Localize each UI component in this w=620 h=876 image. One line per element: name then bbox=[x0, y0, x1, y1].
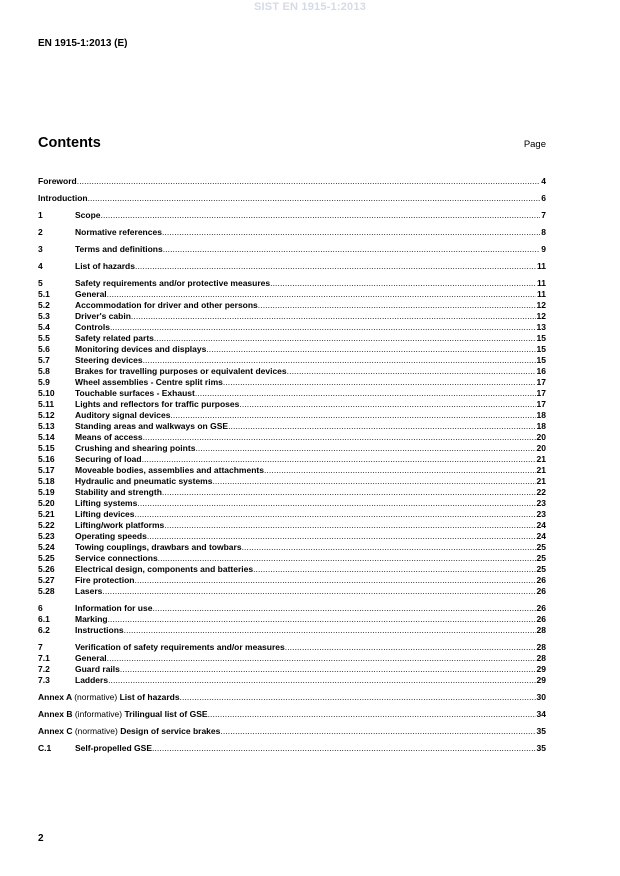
toc-entry-page: 26 bbox=[536, 603, 546, 613]
toc-entry-title: Marking bbox=[75, 614, 108, 624]
dot-leader bbox=[163, 244, 541, 255]
table-of-contents bbox=[38, 176, 546, 754]
annex-qualifier: (informative) bbox=[74, 709, 125, 719]
toc-entry[interactable] bbox=[38, 709, 546, 720]
toc-entry-title: Steering devices bbox=[75, 355, 143, 365]
toc-entry-page: 21 bbox=[536, 454, 546, 464]
dot-leader bbox=[206, 344, 535, 355]
toc-entry-number: 5.16 bbox=[38, 454, 55, 464]
toc-entry-page: 9 bbox=[541, 244, 546, 254]
toc-entry-title: Terms and definitions bbox=[75, 244, 163, 254]
dot-leader bbox=[120, 664, 536, 675]
toc-entry-title bbox=[38, 692, 180, 703]
toc-entry[interactable] bbox=[38, 443, 546, 454]
toc-entry-title: General bbox=[75, 289, 107, 299]
dot-leader bbox=[77, 176, 541, 187]
toc-entry[interactable] bbox=[38, 311, 546, 322]
toc-entry-page: 34 bbox=[536, 709, 546, 719]
toc-entry-title: Touchable surfaces - Exhaust bbox=[75, 388, 195, 398]
toc-entry-title: Hydraulic and pneumatic systems bbox=[75, 476, 213, 486]
dot-leader bbox=[270, 278, 536, 289]
toc-entry-title: Safety requirements and/or protective measures bbox=[75, 278, 271, 288]
toc-entry-number: 7.2 bbox=[38, 664, 50, 674]
toc-entry-number: 5.28 bbox=[38, 586, 55, 596]
toc-entry[interactable] bbox=[38, 333, 546, 344]
dot-leader bbox=[258, 300, 536, 311]
toc-entry-number: 5.18 bbox=[38, 476, 55, 486]
toc-entry[interactable] bbox=[38, 564, 546, 575]
dot-leader bbox=[180, 692, 536, 703]
toc-entry[interactable] bbox=[38, 726, 546, 737]
annex-qualifier: (normative) bbox=[74, 692, 120, 702]
toc-entry-title: Moveable bodies, assemblies and attachments bbox=[75, 465, 264, 475]
toc-entry-page: 15 bbox=[536, 333, 546, 343]
toc-entry-number: 1 bbox=[38, 210, 43, 220]
toc-entry-title: Wheel assemblies - Centre split rims bbox=[75, 377, 223, 387]
toc-entry[interactable] bbox=[38, 344, 546, 355]
page-column-label: Page bbox=[523, 139, 546, 150]
dot-leader bbox=[102, 586, 535, 597]
dot-leader bbox=[220, 726, 535, 737]
toc-entry-page: 6 bbox=[541, 193, 546, 203]
annex-title: Design of service brakes bbox=[120, 726, 221, 736]
toc-entry-page: 12 bbox=[536, 300, 546, 310]
toc-entry[interactable] bbox=[38, 642, 546, 653]
toc-entry-page: 17 bbox=[536, 399, 546, 409]
toc-entry-title: Ladders bbox=[75, 675, 109, 685]
toc-entry-page: 23 bbox=[536, 498, 546, 508]
toc-entry-title: Fire protection bbox=[75, 575, 135, 585]
dot-leader bbox=[135, 509, 536, 520]
toc-entry-page: 20 bbox=[536, 443, 546, 453]
toc-entry-number: 5.27 bbox=[38, 575, 55, 585]
dot-leader bbox=[285, 642, 536, 653]
toc-entry-number: 7.3 bbox=[38, 675, 50, 685]
dot-leader bbox=[170, 410, 535, 421]
dot-leader bbox=[195, 443, 535, 454]
dot-leader bbox=[164, 520, 535, 531]
toc-entry-page: 4 bbox=[541, 176, 546, 186]
toc-entry-title: Lights and reflectors for traffic purposes bbox=[75, 399, 240, 409]
toc-entry-title: Crushing and shearing points bbox=[75, 443, 196, 453]
toc-entry-number: 5.21 bbox=[38, 509, 55, 519]
toc-entry-page: 21 bbox=[536, 476, 546, 486]
dot-leader bbox=[242, 542, 536, 553]
toc-entry-page: 25 bbox=[536, 564, 546, 574]
dot-leader bbox=[195, 388, 536, 399]
dot-leader bbox=[137, 498, 535, 509]
toc-entry[interactable] bbox=[38, 692, 546, 703]
toc-entry-number: 5.4 bbox=[38, 322, 50, 332]
toc-entry[interactable] bbox=[38, 675, 546, 686]
toc-entry[interactable] bbox=[38, 244, 546, 255]
toc-entry-number: 7 bbox=[38, 642, 43, 652]
toc-entry[interactable] bbox=[38, 366, 546, 377]
toc-entry-title: Operating speeds bbox=[75, 531, 147, 541]
annex-qualifier: (normative) bbox=[74, 726, 121, 736]
toc-entry-number: 5.23 bbox=[38, 531, 55, 541]
toc-entry-page: 17 bbox=[536, 377, 546, 387]
toc-entry-number: 2 bbox=[38, 227, 43, 237]
dot-leader bbox=[287, 366, 536, 377]
toc-entry-title: Information for use bbox=[75, 603, 153, 613]
toc-entry[interactable] bbox=[38, 743, 546, 754]
toc-entry-page: 16 bbox=[536, 366, 546, 376]
toc-entry-page: 26 bbox=[536, 586, 546, 596]
toc-entry-number: 5.5 bbox=[38, 333, 50, 343]
dot-leader bbox=[228, 421, 535, 432]
toc-entry[interactable] bbox=[38, 465, 546, 476]
toc-entry[interactable] bbox=[38, 487, 546, 498]
toc-entry-page: 12 bbox=[536, 311, 546, 321]
dot-leader bbox=[264, 465, 536, 476]
dot-leader bbox=[154, 333, 536, 344]
toc-entry-title: Normative references bbox=[75, 227, 162, 237]
toc-entry[interactable] bbox=[38, 553, 546, 564]
toc-entry-number: 4 bbox=[38, 261, 43, 271]
toc-entry-number: 5.19 bbox=[38, 487, 55, 497]
toc-entry-title: Foreword bbox=[38, 176, 77, 186]
toc-entry-title: Lasers bbox=[75, 586, 103, 596]
toc-entry-page: 11 bbox=[537, 289, 546, 299]
toc-entry-title: Towing couplings, drawbars and towbars bbox=[75, 542, 242, 552]
toc-entry-title: Instructions bbox=[75, 625, 124, 635]
annex-label: Annex C bbox=[38, 726, 75, 736]
dot-leader bbox=[143, 432, 536, 443]
toc-entry-page: 13 bbox=[536, 322, 546, 332]
toc-entry-page: 35 bbox=[536, 743, 546, 753]
annex-label: Annex A bbox=[38, 692, 75, 702]
toc-entry[interactable] bbox=[38, 176, 546, 187]
toc-entry[interactable] bbox=[38, 509, 546, 520]
dot-leader bbox=[142, 454, 536, 465]
dot-leader bbox=[131, 311, 536, 322]
toc-entry-title: General bbox=[75, 653, 107, 663]
toc-entry-number: 5.2 bbox=[38, 300, 50, 310]
toc-entry-title: Service connections bbox=[75, 553, 158, 563]
toc-entry-page: 25 bbox=[536, 542, 546, 552]
toc-entry-number: 6 bbox=[38, 603, 43, 613]
toc-entry-page: 7 bbox=[541, 210, 546, 220]
toc-entry-title: Standing areas and walkways on GSE bbox=[75, 421, 229, 431]
toc-entry-number: 5.8 bbox=[38, 366, 50, 376]
dot-leader bbox=[223, 377, 536, 388]
toc-entry-number: 5.22 bbox=[38, 520, 55, 530]
toc-entry-page: 28 bbox=[536, 642, 546, 652]
dot-leader bbox=[162, 227, 540, 238]
toc-entry-title: List of hazards bbox=[75, 261, 135, 271]
toc-entry-number: 5.24 bbox=[38, 542, 55, 552]
dot-leader bbox=[135, 261, 536, 272]
toc-entry[interactable] bbox=[38, 278, 546, 289]
toc-entry-number: 5.7 bbox=[38, 355, 50, 365]
toc-entry-title: Brakes for travelling purposes or equivalent devices bbox=[75, 366, 287, 376]
dot-leader bbox=[147, 531, 536, 542]
toc-entry[interactable] bbox=[38, 625, 546, 636]
toc-entry-page: 26 bbox=[536, 575, 546, 585]
document-id: EN 1915-1:2013 (E) bbox=[38, 38, 128, 49]
toc-entry-title: Monitoring devices and displays bbox=[75, 344, 207, 354]
toc-entry-number: 5.15 bbox=[38, 443, 55, 453]
toc-entry-number: 5.9 bbox=[38, 377, 50, 387]
toc-entry[interactable] bbox=[38, 322, 546, 333]
toc-entry-page: 11 bbox=[537, 261, 546, 271]
toc-entry-page: 23 bbox=[536, 509, 546, 519]
dot-leader bbox=[239, 399, 535, 410]
dot-leader bbox=[135, 575, 536, 586]
toc-entry-page: 18 bbox=[536, 410, 546, 420]
toc-entry[interactable] bbox=[38, 603, 546, 614]
toc-entry-title bbox=[38, 709, 208, 720]
toc-entry[interactable] bbox=[38, 289, 546, 300]
toc-entry-number: 5.3 bbox=[38, 311, 50, 321]
toc-entry[interactable] bbox=[38, 586, 546, 597]
toc-entry-number: 5.6 bbox=[38, 344, 50, 354]
toc-entry-title: Means of access bbox=[75, 432, 143, 442]
toc-entry-number: 5.17 bbox=[38, 465, 55, 475]
toc-entry-title: Lifting devices bbox=[75, 509, 135, 519]
toc-entry[interactable] bbox=[38, 388, 546, 399]
dot-leader bbox=[110, 322, 536, 333]
toc-entry-number: 5.13 bbox=[38, 421, 55, 431]
dot-leader bbox=[108, 614, 536, 625]
toc-entry-page: 11 bbox=[537, 278, 546, 288]
annex-title: Trilingual list of GSE bbox=[124, 709, 208, 719]
toc-entry-page: 15 bbox=[536, 355, 546, 365]
toc-entry-page: 29 bbox=[536, 664, 546, 674]
toc-entry-title: Driver's cabin bbox=[75, 311, 131, 321]
contents-heading: Contents bbox=[38, 135, 101, 151]
watermark: SIST EN 1915-1:2013 bbox=[253, 1, 367, 13]
toc-entry-number: C.1 bbox=[38, 743, 52, 753]
toc-entry[interactable] bbox=[38, 653, 546, 664]
toc-entry-title: Self-propelled GSE bbox=[75, 743, 152, 753]
toc-entry[interactable] bbox=[38, 377, 546, 388]
toc-entry[interactable] bbox=[38, 476, 546, 487]
toc-entry-page: 25 bbox=[536, 553, 546, 563]
toc-entry[interactable] bbox=[38, 614, 546, 625]
dot-leader bbox=[107, 653, 536, 664]
toc-entry-page: 15 bbox=[536, 344, 546, 354]
toc-entry[interactable] bbox=[38, 421, 546, 432]
toc-entry-number: 3 bbox=[38, 244, 43, 254]
toc-entry-page: 26 bbox=[536, 614, 546, 624]
toc-entry[interactable] bbox=[38, 210, 546, 221]
toc-entry[interactable] bbox=[38, 300, 546, 311]
toc-entry-title: Lifting systems bbox=[75, 498, 138, 508]
dot-leader bbox=[101, 210, 541, 221]
toc-entry[interactable] bbox=[38, 575, 546, 586]
dot-leader bbox=[124, 625, 536, 636]
toc-entry[interactable] bbox=[38, 410, 546, 421]
toc-entry-number: 5.10 bbox=[38, 388, 55, 398]
toc-entry[interactable] bbox=[38, 432, 546, 443]
toc-entry-title: Accommodation for driver and other persons bbox=[75, 300, 258, 310]
dot-leader bbox=[212, 476, 535, 487]
toc-entry-page: 28 bbox=[536, 625, 546, 635]
toc-entry-title: Controls bbox=[75, 322, 110, 332]
toc-entry-number: 5 bbox=[38, 278, 43, 288]
annex-title: List of hazards bbox=[119, 692, 180, 702]
toc-entry-page: 18 bbox=[536, 421, 546, 431]
toc-entry-title: Lifting/work platforms bbox=[75, 520, 165, 530]
dot-leader bbox=[253, 564, 535, 575]
dot-leader bbox=[152, 743, 536, 754]
toc-entry-page: 24 bbox=[536, 531, 546, 541]
dot-leader bbox=[208, 709, 536, 720]
toc-entry-page: 30 bbox=[536, 692, 546, 702]
toc-entry-title: Introduction bbox=[38, 193, 88, 203]
dot-leader bbox=[108, 675, 535, 686]
toc-entry-number: 5.25 bbox=[38, 553, 55, 563]
toc-entry-number: 5.14 bbox=[38, 432, 55, 442]
toc-entry[interactable] bbox=[38, 227, 546, 238]
toc-entry-page: 22 bbox=[536, 487, 546, 497]
toc-entry-page: 24 bbox=[536, 520, 546, 530]
toc-entry-title: Stability and strength bbox=[75, 487, 162, 497]
toc-entry[interactable] bbox=[38, 399, 546, 410]
toc-entry-page: 29 bbox=[536, 675, 546, 685]
toc-entry[interactable] bbox=[38, 520, 546, 531]
toc-entry-number: 5.20 bbox=[38, 498, 55, 508]
toc-entry-title bbox=[38, 726, 220, 737]
toc-entry-title: Safety related parts bbox=[75, 333, 154, 343]
toc-entry-title: Securing of load bbox=[75, 454, 142, 464]
toc-entry-number: 5.12 bbox=[38, 410, 55, 420]
toc-entry[interactable] bbox=[38, 454, 546, 465]
toc-entry[interactable] bbox=[38, 664, 546, 675]
toc-entry-page: 28 bbox=[536, 653, 546, 663]
page-number: 2 bbox=[38, 833, 44, 844]
dot-leader bbox=[107, 289, 536, 300]
toc-entry-number: 5.1 bbox=[38, 289, 50, 299]
toc-entry[interactable] bbox=[38, 193, 546, 204]
toc-entry-page: 35 bbox=[536, 726, 546, 736]
dot-leader bbox=[88, 193, 541, 204]
toc-entry[interactable] bbox=[38, 542, 546, 553]
dot-leader bbox=[162, 487, 536, 498]
toc-entry-number: 5.11 bbox=[38, 399, 55, 409]
dot-leader bbox=[143, 355, 536, 366]
toc-entry-page: 17 bbox=[536, 388, 546, 398]
toc-entry-number: 6.2 bbox=[38, 625, 50, 635]
toc-entry[interactable] bbox=[38, 355, 546, 366]
toc-entry-page: 8 bbox=[541, 227, 546, 237]
dot-leader bbox=[158, 553, 536, 564]
annex-label: Annex B bbox=[38, 709, 75, 719]
toc-entry[interactable] bbox=[38, 531, 546, 542]
toc-entry-page: 20 bbox=[536, 432, 546, 442]
toc-entry-title: Verification of safety requirements and/or measures bbox=[75, 642, 285, 652]
toc-entry-number: 5.26 bbox=[38, 564, 55, 574]
toc-entry-page: 21 bbox=[536, 465, 546, 475]
toc-entry-number: 7.1 bbox=[38, 653, 50, 663]
dot-leader bbox=[152, 603, 535, 614]
toc-entry-title: Guard rails bbox=[75, 664, 120, 674]
toc-entry-title: Auditory signal devices bbox=[75, 410, 171, 420]
toc-entry-title: Electrical design, components and batteries bbox=[75, 564, 254, 574]
toc-entry-number: 6.1 bbox=[38, 614, 50, 624]
toc-entry[interactable] bbox=[38, 498, 546, 509]
toc-entry-title: Scope bbox=[75, 210, 101, 220]
toc-entry[interactable] bbox=[38, 261, 546, 272]
